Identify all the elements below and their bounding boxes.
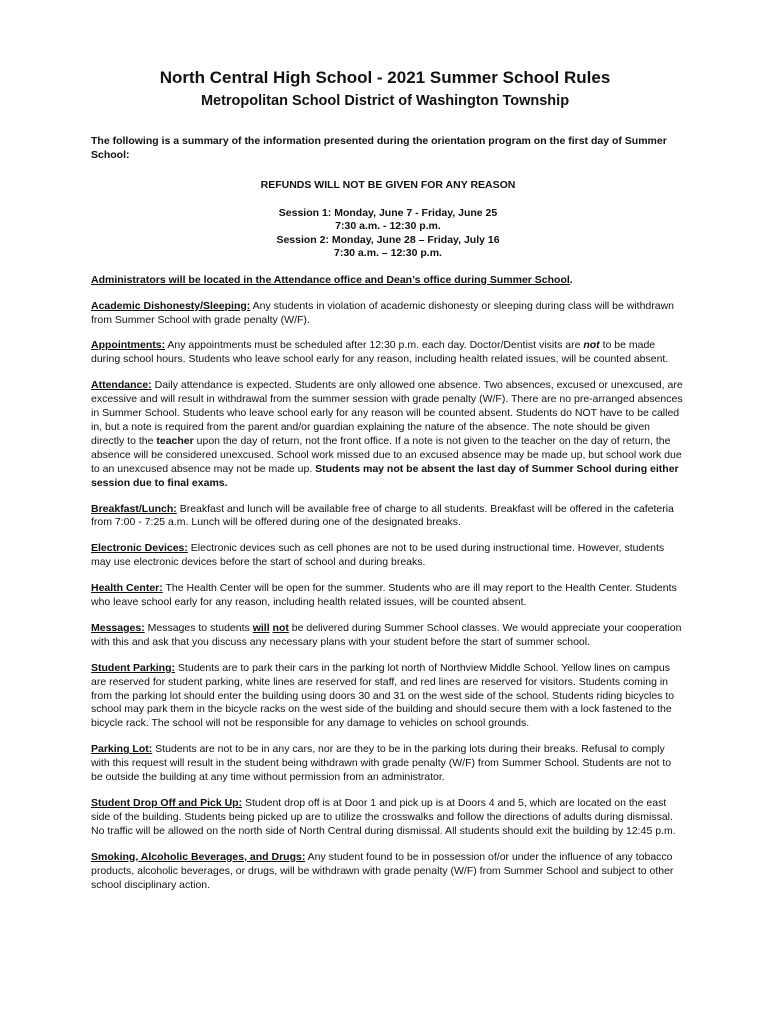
rule-text: Breakfast and lunch will be available free of charge to all students. Breakfast will be offered in the cafeteria from 7:00 - 7:25 a.m. Lunch will be offered during one of the designated breaks. bbox=[91, 502, 674, 529]
administrators-period: . bbox=[569, 273, 573, 286]
rule-smoking-alcohol-drugs bbox=[91, 851, 685, 893]
rule-health-center bbox=[91, 582, 685, 610]
rule-text: Messages to students bbox=[144, 621, 253, 634]
rule-messages bbox=[91, 622, 685, 650]
rule-electronic-devices bbox=[91, 542, 685, 570]
rule-heading: Academic Dishonesty/Sleeping: bbox=[91, 299, 251, 312]
administrators-notice bbox=[91, 274, 685, 288]
rule-heading: Attendance: bbox=[91, 379, 152, 392]
page-title: North Central High School - 2021 Summer School Rules bbox=[159, 68, 611, 87]
rule-student-parking bbox=[91, 662, 685, 732]
rule-heading: Student Parking: bbox=[91, 661, 176, 674]
refunds-notice: REFUNDS WILL NOT BE GIVEN FOR ANY REASON bbox=[260, 178, 516, 191]
session-schedule bbox=[91, 207, 685, 261]
rule-emphasis: teacher bbox=[156, 434, 194, 447]
rule-heading: Messages: bbox=[91, 621, 145, 634]
rule-heading: Appointments: bbox=[91, 339, 166, 352]
rule-breakfast-lunch bbox=[91, 503, 685, 531]
rule-academic-dishonesty bbox=[91, 300, 685, 328]
rule-attendance bbox=[91, 379, 685, 490]
rule-appointments bbox=[91, 339, 685, 367]
rule-heading: Smoking, Alcoholic Beverages, and Drugs: bbox=[91, 850, 306, 863]
rule-emphasis: not bbox=[583, 339, 600, 352]
rule-text: The Health Center will be open for the summer. Students who are ill may report to the Health Center. Students who leave school early for any reason, including health related issues, will be counted absent. bbox=[91, 582, 677, 609]
page-subtitle: Metropolitan School District of Washington Township bbox=[200, 93, 570, 109]
rule-text: Any student found to be in possession of/or under the influence of any tobacco products, alcoholic beverages, or drugs, will be withdrawn with grade penalty (W/F) from Summer School and subject to other school disciplinary action. bbox=[91, 850, 674, 891]
rule-parking-lot bbox=[91, 743, 685, 785]
rule-text: Any students in violation of academic dishonesty or sleeping during class will be withdrawn from Summer School with grade penalty (W/F). bbox=[91, 299, 675, 326]
rule-text: be delivered during Summer School classes. We would appreciate your cooperation with this and ask that you discuss any necessary plans with your student before the start of summer school. bbox=[91, 621, 682, 648]
rule-bold-text: Students may not be absent the last day of Summer School during either session due to final exams. bbox=[91, 462, 679, 489]
rule-text: Students are to park their cars in the parking lot north of Northview Middle School. Yellow lines on campus are reserved for student parking, white lines are reserved for staff, and red lines are reserved for visitors. Students coming in from the parking lot should enter the building using doors 30 and 31 on the west side of the school. Students riding bicycles to school may park them in the bicycle racks on the west side of the building and should secure them with a lock fastened to the bicycle rack. The school will not be responsible for any damage to vehicles on school grounds. bbox=[91, 661, 675, 730]
session-2-time: 7:30 a.m. – 12:30 p.m. bbox=[334, 247, 442, 260]
rule-heading: Electronic Devices: bbox=[91, 542, 188, 555]
rule-text: Any appointments must be scheduled after 12:30 p.m. each day. Doctor/Dentist visits are bbox=[165, 339, 584, 352]
intro-paragraph: The following is a summary of the information presented during the orientation program on the first day of Summer School: bbox=[91, 135, 667, 161]
rule-emphasis: will bbox=[252, 621, 270, 634]
administrators-text: Administrators will be located in the Attendance office and Dean’s office during Summer School bbox=[91, 273, 570, 286]
rule-heading: Parking Lot: bbox=[91, 743, 153, 756]
rule-heading: Health Center: bbox=[91, 582, 163, 595]
rule-drop-off-pick-up bbox=[91, 797, 685, 839]
rule-text: Students are not to be in any cars, nor are they to be in the parking lots during their breaks. Refusal to comply with this request will result in the student being withdrawn with grade penalty (W/F) from Summer School. Students are not to be outside the building at any time without permission from an administrator. bbox=[91, 743, 672, 784]
rule-text: Daily attendance is expected. Students are only allowed one absence. Two absences, excused or unexcused, are excessive and will result in withdrawal from the summer session with grade penalty (W/F). There are no pre-arranged absences in Summer School. Students who leave school early for any reason will be counted absent. Students do NOT have to be called in, but a note is required from the parent and/or guardian explaining the nature of the absence. The note should be given directly to the bbox=[91, 379, 683, 447]
rule-text: Electronic devices such as cell phones are not to be used during instructional time. However, students may use electronic devices before the start of school and during breaks. bbox=[91, 542, 665, 569]
rule-text: upon the day of return, not the front office. If a note is not given to the teacher on the day of return, the absence will be considered unexcused. School work missed due to an excused absence may be made up, but school work due to an unexcused absence may not be made up. bbox=[91, 434, 682, 475]
session-2-dates: Session 2: Monday, June 28 – Friday, July 16 bbox=[276, 233, 500, 246]
session-1-time: 7:30 a.m. - 12:30 p.m. bbox=[335, 220, 441, 233]
rule-text: Student drop off is at Door 1 and pick up is at Doors 4 and 5, which are located on the east side of the building. Students being picked up are to utilize the crosswalks and follow the directions of adults during dismissal. No traffic will be allowed on the north side of North Central during dismissal. All students should exit the building by 12:45 p.m. bbox=[91, 797, 676, 837]
rule-text: to be made during school hours. Students who leave school early for any reason, including health related issues, will be counted absent. bbox=[91, 339, 669, 366]
document-body bbox=[91, 135, 685, 904]
rule-emphasis: not bbox=[272, 621, 289, 634]
session-1-dates: Session 1: Monday, June 7 - Friday, June 25 bbox=[278, 206, 498, 219]
rule-heading: Student Drop Off and Pick Up: bbox=[91, 797, 243, 809]
rule-heading: Breakfast/Lunch: bbox=[91, 502, 177, 515]
